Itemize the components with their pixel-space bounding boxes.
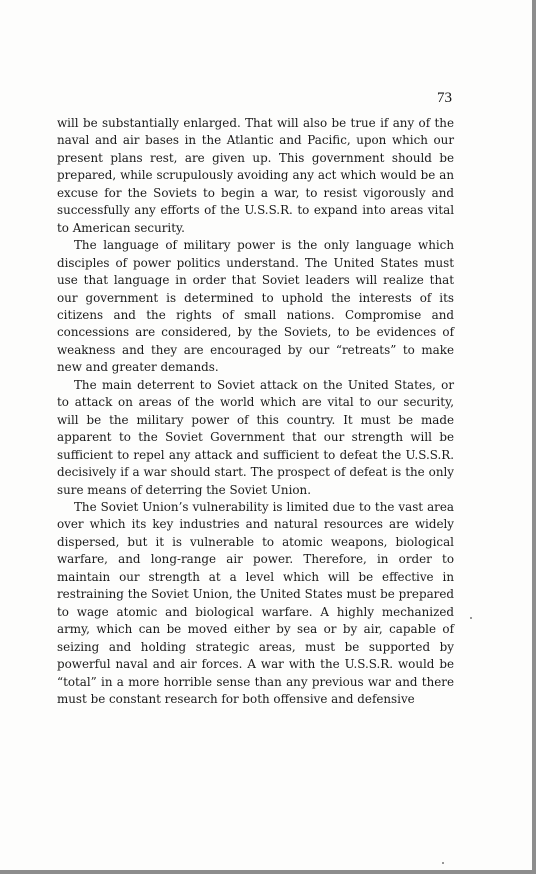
page-number: 73 [437,90,452,106]
paragraph-2: The language of military power is the only language which disciples of power politics understand. The United States must use that language in order that Soviet leaders will realize that our government is determined to uphold the interests of its citizens and the rights of small nations. Compromise and concessions are considered, by the Soviets, to be evidences of weakness and they are encouraged by our “retreats” to make new and greater demands. [57,238,454,375]
paragraph-4: The Soviet Union’s vulnerability is limited due to the vast area over which its key industries and natural resources are widely dispersed, but it is vulnerable to atomic weapons, biological warfare, and long-range air power. Therefore, in order to maintain our strength at a level which will be effective in restraining the Soviet Union, the United States must be prepared to wage atomic and biological warfare. A highly mechanized army, which can be moved either by sea or by air, capable of seizing and holding strategic areas, must be supported by powerful naval and air forces. A war with the U.S.S.R. would be “total” in a more horrible sense than any previous war and there must be constant research for both offensive and defensive [57,499,454,706]
paragraph-3: The main deterrent to Soviet attack on the United States, or to attack on areas of the world which are vital to our security, will be the military power of this country. It must be made apparent to the Soviet Government that our strength will be sufficient to repel any attack and sufficient to defeat the U.S.S.R. decisively if a war should start. The prospect of defeat is the only sure means of deterring the Soviet Union. [57,377,454,497]
body-text [57,115,454,708]
paragraph-1: will be substantially enlarged. That will also be true if any of the naval and air bases in the Atlantic and Pacific, upon which our present plans rest, are given up. This government should be prepared, while scrupulously avoiding any act which would be an excuse for the Soviets to begin a war, to resist vigorously and successfully any efforts of the U.S.S.R. to expand into areas vital to American security. [57,116,454,235]
scan-speck [470,617,472,619]
scan-speck [442,862,444,864]
